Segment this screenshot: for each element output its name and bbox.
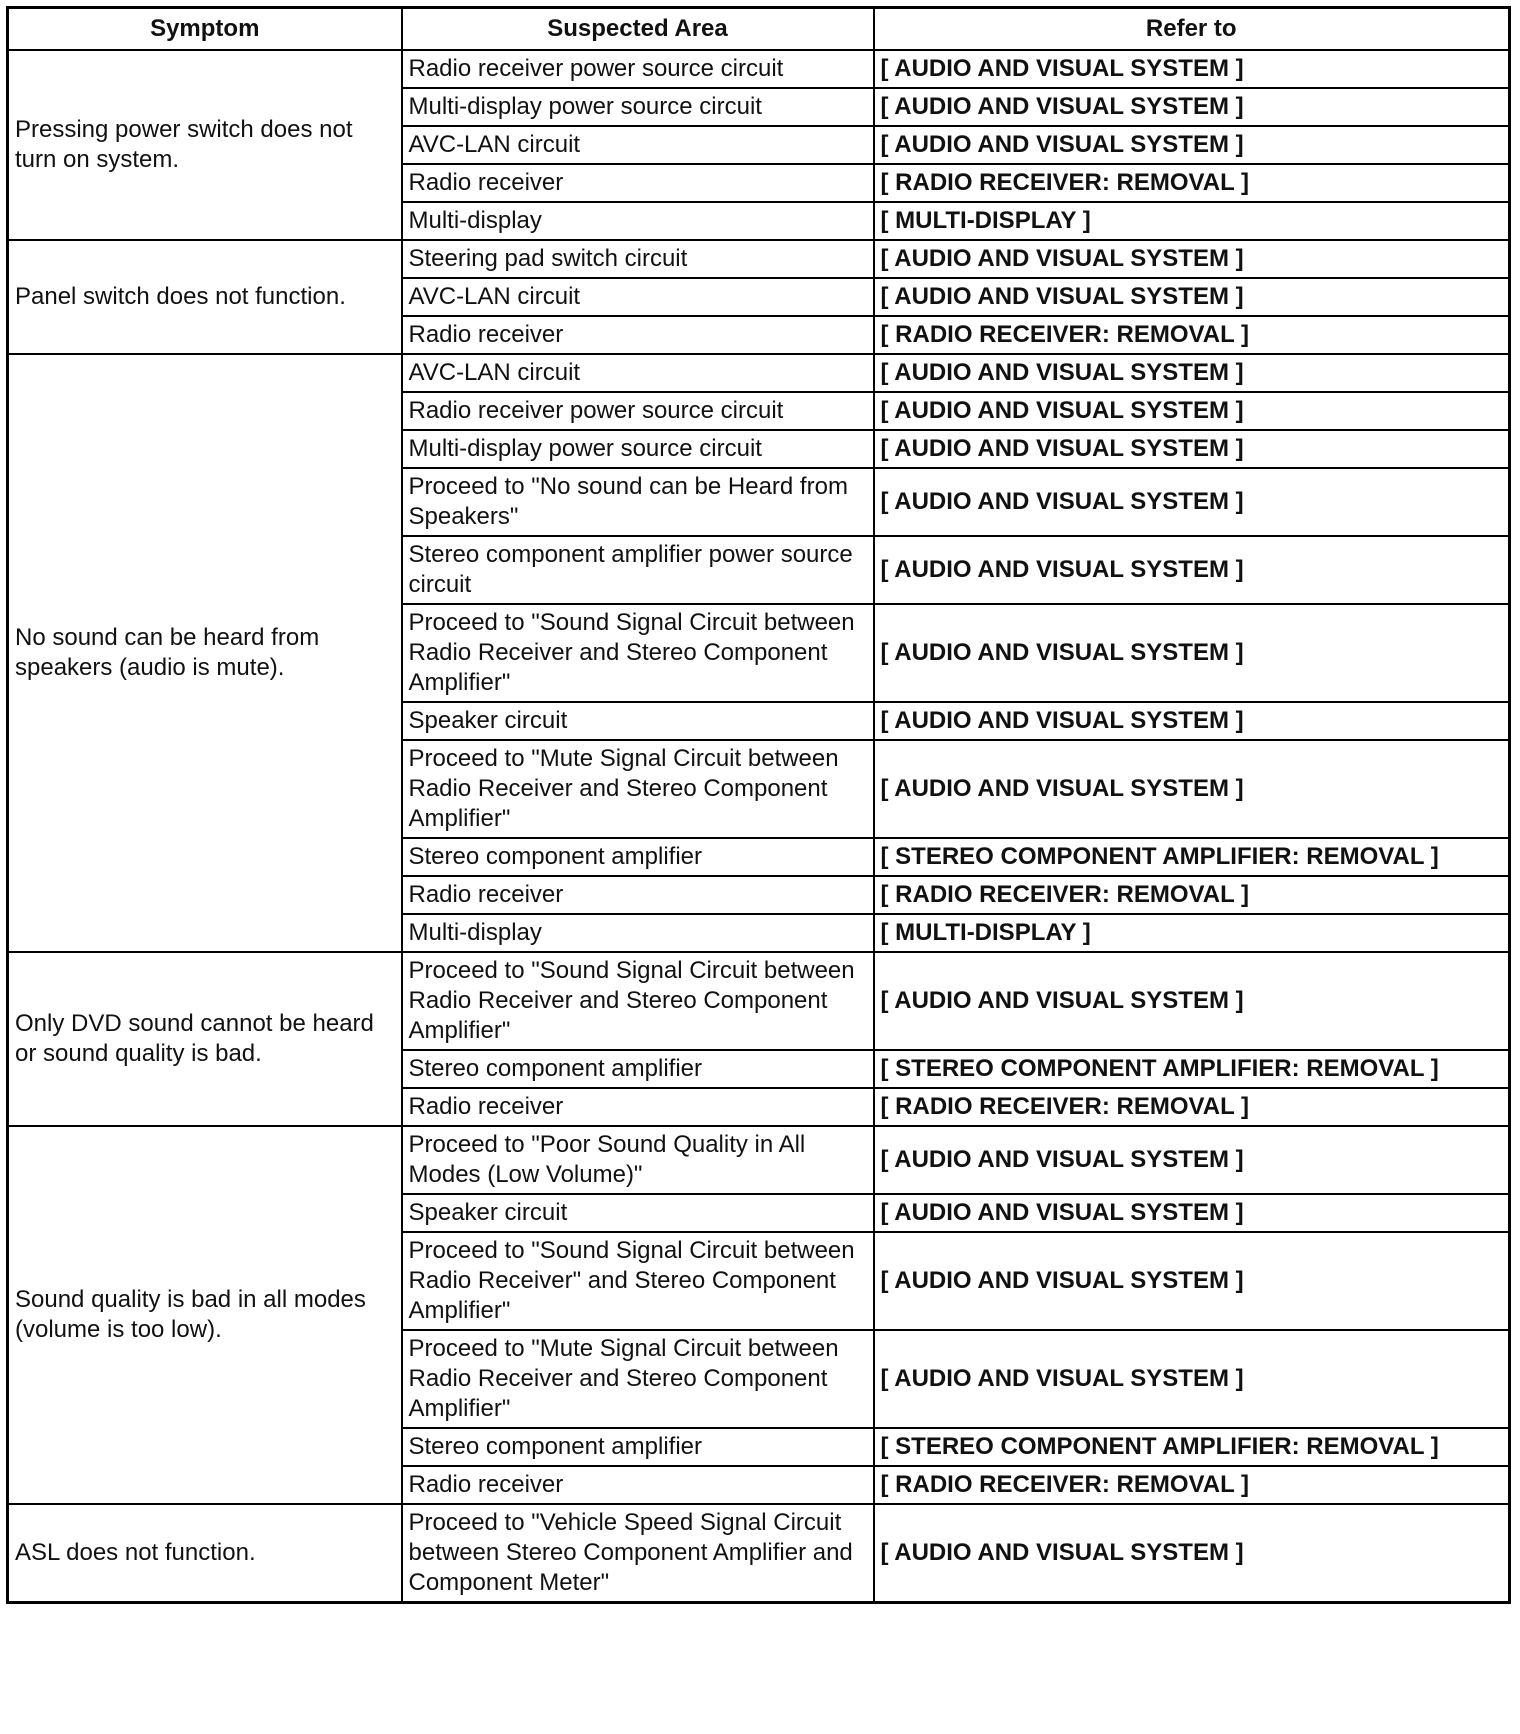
- suspected-area-cell: Stereo component amplifier: [402, 1050, 874, 1088]
- refer-to-cell: [ MULTI-DISPLAY ]: [874, 914, 1510, 952]
- suspected-area-cell: AVC-LAN circuit: [402, 278, 874, 316]
- header-refer-to: Refer to: [874, 8, 1510, 51]
- refer-to-cell: [ AUDIO AND VISUAL SYSTEM ]: [874, 1126, 1510, 1194]
- suspected-area-cell: Proceed to "No sound can be Heard from Speakers": [402, 468, 874, 536]
- suspected-area-cell: Steering pad switch circuit: [402, 240, 874, 278]
- refer-to-cell: [ AUDIO AND VISUAL SYSTEM ]: [874, 1232, 1510, 1330]
- header-suspected-area: Suspected Area: [402, 8, 874, 51]
- suspected-area-cell: Multi-display power source circuit: [402, 88, 874, 126]
- header-symptom: Symptom: [8, 8, 402, 51]
- table-row: [8, 50, 1510, 88]
- refer-to-cell: [ RADIO RECEIVER: REMOVAL ]: [874, 164, 1510, 202]
- suspected-area-cell: Radio receiver: [402, 876, 874, 914]
- refer-to-cell: [ RADIO RECEIVER: REMOVAL ]: [874, 316, 1510, 354]
- suspected-area-cell: Proceed to "Vehicle Speed Signal Circuit between Stereo Component Amplifier and Component Meter": [402, 1504, 874, 1603]
- refer-to-cell: [ AUDIO AND VISUAL SYSTEM ]: [874, 536, 1510, 604]
- suspected-area-cell: Radio receiver: [402, 316, 874, 354]
- refer-to-cell: [ AUDIO AND VISUAL SYSTEM ]: [874, 952, 1510, 1050]
- suspected-area-cell: Proceed to "Sound Signal Circuit between Radio Receiver and Stereo Component Amplifier": [402, 952, 874, 1050]
- refer-to-cell: [ AUDIO AND VISUAL SYSTEM ]: [874, 702, 1510, 740]
- refer-to-cell: [ AUDIO AND VISUAL SYSTEM ]: [874, 1194, 1510, 1232]
- table-header: [8, 8, 1510, 51]
- suspected-area-cell: Radio receiver: [402, 1088, 874, 1126]
- suspected-area-cell: Proceed to "Mute Signal Circuit between Radio Receiver and Stereo Component Amplifier": [402, 740, 874, 838]
- suspected-area-cell: Proceed to "Sound Signal Circuit between Radio Receiver" and Stereo Component Amplifier": [402, 1232, 874, 1330]
- suspected-area-cell: Speaker circuit: [402, 1194, 874, 1232]
- symptom-cell: Sound quality is bad in all modes (volume is too low).: [8, 1126, 402, 1504]
- refer-to-cell: [ RADIO RECEIVER: REMOVAL ]: [874, 876, 1510, 914]
- suspected-area-cell: Radio receiver: [402, 164, 874, 202]
- problem-symptoms-table: [6, 6, 1511, 1604]
- suspected-area-cell: Stereo component amplifier: [402, 838, 874, 876]
- suspected-area-cell: Stereo component amplifier: [402, 1428, 874, 1466]
- refer-to-cell: [ AUDIO AND VISUAL SYSTEM ]: [874, 1330, 1510, 1428]
- refer-to-cell: [ AUDIO AND VISUAL SYSTEM ]: [874, 740, 1510, 838]
- refer-to-cell: [ AUDIO AND VISUAL SYSTEM ]: [874, 88, 1510, 126]
- refer-to-cell: [ AUDIO AND VISUAL SYSTEM ]: [874, 354, 1510, 392]
- symptom-cell: ASL does not function.: [8, 1504, 402, 1603]
- refer-to-cell: [ AUDIO AND VISUAL SYSTEM ]: [874, 278, 1510, 316]
- symptom-cell: Pressing power switch does not turn on system.: [8, 50, 402, 240]
- refer-to-cell: [ AUDIO AND VISUAL SYSTEM ]: [874, 126, 1510, 164]
- refer-to-cell: [ MULTI-DISPLAY ]: [874, 202, 1510, 240]
- suspected-area-cell: Proceed to "Mute Signal Circuit between Radio Receiver and Stereo Component Amplifier": [402, 1330, 874, 1428]
- suspected-area-cell: Stereo component amplifier power source circuit: [402, 536, 874, 604]
- suspected-area-cell: Radio receiver power source circuit: [402, 392, 874, 430]
- suspected-area-cell: AVC-LAN circuit: [402, 354, 874, 392]
- suspected-area-cell: Radio receiver: [402, 1466, 874, 1504]
- refer-to-cell: [ AUDIO AND VISUAL SYSTEM ]: [874, 604, 1510, 702]
- refer-to-cell: [ STEREO COMPONENT AMPLIFIER: REMOVAL ]: [874, 1428, 1510, 1466]
- suspected-area-cell: Radio receiver power source circuit: [402, 50, 874, 88]
- suspected-area-cell: Speaker circuit: [402, 702, 874, 740]
- table-row: [8, 1126, 1510, 1194]
- refer-to-cell: [ AUDIO AND VISUAL SYSTEM ]: [874, 50, 1510, 88]
- suspected-area-cell: Multi-display power source circuit: [402, 430, 874, 468]
- table-row: [8, 1504, 1510, 1603]
- refer-to-cell: [ AUDIO AND VISUAL SYSTEM ]: [874, 392, 1510, 430]
- suspected-area-cell: Multi-display: [402, 914, 874, 952]
- refer-to-cell: [ STEREO COMPONENT AMPLIFIER: REMOVAL ]: [874, 838, 1510, 876]
- suspected-area-cell: AVC-LAN circuit: [402, 126, 874, 164]
- suspected-area-cell: Multi-display: [402, 202, 874, 240]
- table-body: [8, 50, 1510, 1603]
- refer-to-cell: [ RADIO RECEIVER: REMOVAL ]: [874, 1466, 1510, 1504]
- suspected-area-cell: Proceed to "Sound Signal Circuit between Radio Receiver and Stereo Component Amplifier": [402, 604, 874, 702]
- refer-to-cell: [ STEREO COMPONENT AMPLIFIER: REMOVAL ]: [874, 1050, 1510, 1088]
- header-row: [8, 8, 1510, 51]
- table-row: [8, 354, 1510, 392]
- table-row: [8, 240, 1510, 278]
- refer-to-cell: [ AUDIO AND VISUAL SYSTEM ]: [874, 468, 1510, 536]
- symptom-cell: No sound can be heard from speakers (audio is mute).: [8, 354, 402, 952]
- refer-to-cell: [ AUDIO AND VISUAL SYSTEM ]: [874, 430, 1510, 468]
- suspected-area-cell: Proceed to "Poor Sound Quality in All Modes (Low Volume)": [402, 1126, 874, 1194]
- symptom-cell: Only DVD sound cannot be heard or sound quality is bad.: [8, 952, 402, 1126]
- table-row: [8, 952, 1510, 1050]
- refer-to-cell: [ RADIO RECEIVER: REMOVAL ]: [874, 1088, 1510, 1126]
- symptom-cell: Panel switch does not function.: [8, 240, 402, 354]
- troubleshooting-table-container: [6, 6, 1511, 1604]
- refer-to-cell: [ AUDIO AND VISUAL SYSTEM ]: [874, 1504, 1510, 1603]
- refer-to-cell: [ AUDIO AND VISUAL SYSTEM ]: [874, 240, 1510, 278]
